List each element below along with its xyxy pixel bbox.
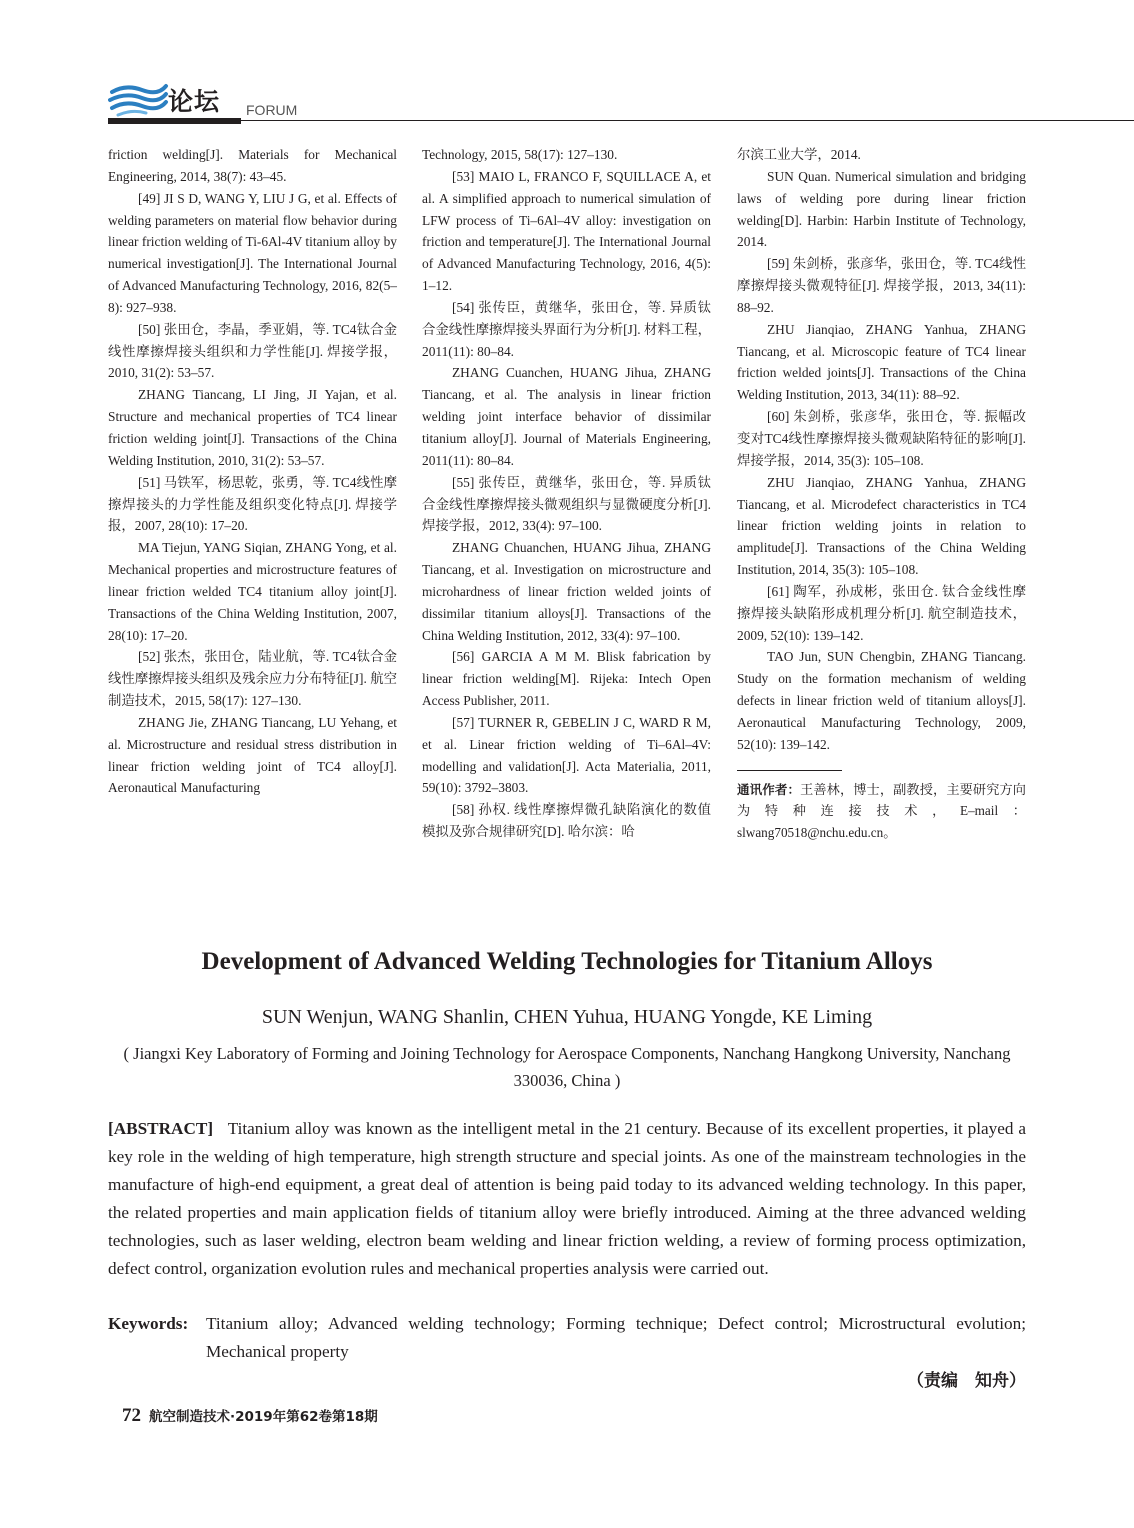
reference-translation: ZHU Jianqiao, ZHANG Yanhua, ZHANG Tiancang, et al. Microscopic feature of TC4 linear friction welded joints[J]. Transactions of the China Welding Institution, 2013, 34(11): 88–92. — [737, 321, 1026, 403]
reference-entry: [53] MAIO L, FRANCO F, SQUILLACE A, et al. A simplified approach to numerical simulation of LFW process of Ti–6Al–4V alloy: investigation on friction and temperature[J]. The International Journal of Advanced Manufacturing Technology, 2016, 4(5): 1–12. — [422, 168, 711, 294]
reference-entry: [49] JI S D, WANG Y, LIU J G, et al. Effects of welding parameters on material flow behavior during linear friction welding of Ti-6Al-4V titanium alloy by numerical investigation[J]. The International Journal of Advanced Manufacturing Technology, 2016, 82(5–8): 927–938. — [108, 190, 397, 315]
footnote-divider — [737, 770, 842, 771]
reference-column-3 — [737, 144, 1026, 844]
reference-translation: TAO Jun, SUN Chengbin, ZHANG Tiancang. Study on the formation mechanism of welding defects in linear friction weld of titanium alloys[J]. Aeronautical Manufacturing Technology, 2009, 52(10): 139–142. — [737, 649, 1026, 752]
reference-entry: [51] 马铁军，杨思乾，张勇，等. TC4线性摩擦焊接头的力学性能及组织变化特点[J]. 焊接学报，2007, 28(10): 17–20. — [108, 474, 397, 534]
reference-entry: [61] 陶军，孙成彬，张田仓. 钛合金线性摩擦焊接头缺陷形成机理分析[J]. 航空制造技术，2009, 52(10): 139–142. — [737, 583, 1026, 643]
section-title-en: FORUM — [246, 102, 298, 118]
keywords-text: Titanium alloy; Advanced welding technology; Forming technique; Defect control; Microstructural evolution; Mechanical property — [206, 1314, 1026, 1361]
keywords — [108, 1310, 1026, 1366]
header-rule-thick — [108, 118, 241, 124]
journal-name: 航空制造技术·2019年第62卷第18期 — [149, 1409, 378, 1425]
abstract-label: [ABSTRACT] — [108, 1119, 214, 1138]
corresponding-author — [737, 779, 1026, 844]
reference-entry: friction welding[J]. Materials for Mechanical Engineering, 2014, 38(7): 43–45. — [108, 147, 397, 184]
reference-column-2 — [422, 144, 711, 843]
reference-entry: [54] 张传臣，黄继华，张田仓，等. 异质钛合金线性摩擦焊接头界面行为分析[J]. 材料工程，2011(11): 80–84. — [422, 299, 711, 359]
reference-translation: ZHANG Tiancang, LI Jing, JI Yajan, et al. Structure and mechanical properties of TC4 linear friction welding joint[J]. Transactions of the China Welding Institution, 2010, 31(2): 53–57. — [108, 387, 397, 468]
reference-entry: [57] TURNER R, GEBELIN J C, WARD R M, et al. Linear friction welding of Ti–6Al–4V: modelling and validation[J]. Acta Materialia, 2011, 59(10): 3792–3803. — [422, 714, 711, 796]
reference-entry: 尔滨工业大学，2014. — [737, 147, 861, 162]
keywords-label: Keywords: — [108, 1314, 189, 1333]
english-authors: SUN Wenjun, WANG Shanlin, CHEN Yuhua, HUANG Yongde, KE Liming — [261, 1006, 873, 1028]
reference-entry: Technology, 2015, 58(17): 127–130. — [422, 147, 618, 162]
english-title: Development of Advanced Welding Technologies for Titanium Alloys — [201, 948, 933, 975]
reference-translation: MA Tiejun, YANG Siqian, ZHANG Yong, et al. Mechanical properties and microstructure features of linear friction welded TC4 titanium alloy joint[J]. Transactions of the China Welding Institution, 2007, 28(10): 17–20. — [108, 540, 397, 643]
editor-note: （责编 知舟） — [907, 1371, 1026, 1391]
corresponding-author-label: 通讯作者： — [737, 781, 801, 797]
reference-translation: ZHU Jianqiao, ZHANG Yanhua, ZHANG Tiancang, et al. Microdefect characteristics in TC4 linear friction welding joints in relation to amplitude[J]. Transactions of the China Welding Institution, 2014, 35(3): 105–108. — [737, 474, 1026, 578]
section-title-cn: 论坛 — [168, 87, 221, 116]
page-footer — [122, 1405, 378, 1427]
reference-entry: [60] 朱剑桥，张彦华，张田仓，等. 振幅改变对TC4线性摩擦焊接头微观缺陷特征的影响[J]. 焊接学报，2014, 35(3): 105–108. — [737, 409, 1026, 468]
reference-entry: [50] 张田仓，李晶，季亚娟，等. TC4钛合金线性摩擦焊接头组织和力学性能[J]. 焊接学报，2010, 31(2): 53–57. — [108, 321, 397, 381]
reference-entry: [58] 孙权. 线性摩擦焊微孔缺陷演化的数值模拟及弥合规律研究[D]. 哈尔滨：哈 — [422, 802, 711, 840]
reference-translation: ZHANG Chuanchen, HUANG Jihua, ZHANG Tiancang, et al. Investigation on microstructure and microhardness of linear friction welded joints of dissimilar titanium alloys[J]. Transactions of the China Welding Institution, 2012, 33(4): 97–100. — [422, 540, 711, 643]
abstract-text: Titanium alloy was known as the intelligent metal in the 21 century. Because of its excellent properties, it played a key role in the welding of high temperature, high strength structure and special joints. As one of the mainstream technologies in the manufacture of high-end equipment, a great deal of attention is being paid today to its advanced welding technology. In this paper, the related properties and main application fields of titanium alloy were briefly introduced. Aiming at the three advanced welding technologies, such as laser welding, electron beam welding and linear friction welding, a review of forming process optimization, defect control, organization evolution rules and mechanical properties analysis were carried out. — [108, 1119, 1026, 1278]
reference-column-1 — [108, 144, 397, 799]
page-header — [108, 78, 1134, 126]
corresponding-author-text: 王善林，博士，副教授，主要研究方向为特种连接技术，E–mail：slwang70518@nchu.edu.cn。 — [737, 781, 1026, 841]
header-rule-thin — [241, 120, 1134, 121]
abstract — [108, 1115, 1026, 1282]
reference-entry: [55] 张传臣，黄继华，张田仓，等. 异质钛合金线性摩擦焊接头微观组织与显微硬度分析[J]. 焊接学报，2012, 33(4): 97–100. — [422, 474, 711, 534]
reference-entry: [56] GARCIA A M M. Blisk fabrication by linear friction welding[M]. Rijeka: Intech Open Access Publisher, 2011. — [422, 649, 711, 709]
english-affiliation: ( Jiangxi Key Laboratory of Forming and Joining Technology for Aerospace Components, Nanchang Hangkong University, Nanchang 330036, China ) — [123, 1044, 1011, 1090]
reference-translation: SUN Quan. Numerical simulation and bridging laws of welding pore during linear friction welding[D]. Harbin: Harbin Institute of Technology, 2014. — [737, 168, 1026, 250]
forum-logo-waves-icon — [108, 82, 170, 118]
reference-translation: ZHANG Cuanchen, HUANG Jihua, ZHANG Tiancang, et al. The analysis in linear friction welding joint interface behavior of dissimilar titanium alloy[J]. Journal of Materials Engineering, 2011(11): 80–84. — [422, 365, 711, 468]
page-number: 72 — [122, 1405, 141, 1426]
reference-entry: [52] 张杰，张田仓，陆业航，等. TC4钛合金线性摩擦焊接头组织及残余应力分布特征[J]. 航空制造技术，2015, 58(17): 127–130. — [108, 649, 397, 709]
reference-entry: [59] 朱剑桥，张彦华，张田仓，等. TC4线性摩擦焊接头微观特征[J]. 焊接学报，2013, 34(11): 88–92. — [737, 256, 1026, 315]
reference-translation: ZHANG Jie, ZHANG Tiancang, LU Yehang, et al. Microstructure and residual stress distribution in linear friction welding joint of TC4 alloy[J]. Aeronautical Manufacturing — [108, 714, 397, 796]
